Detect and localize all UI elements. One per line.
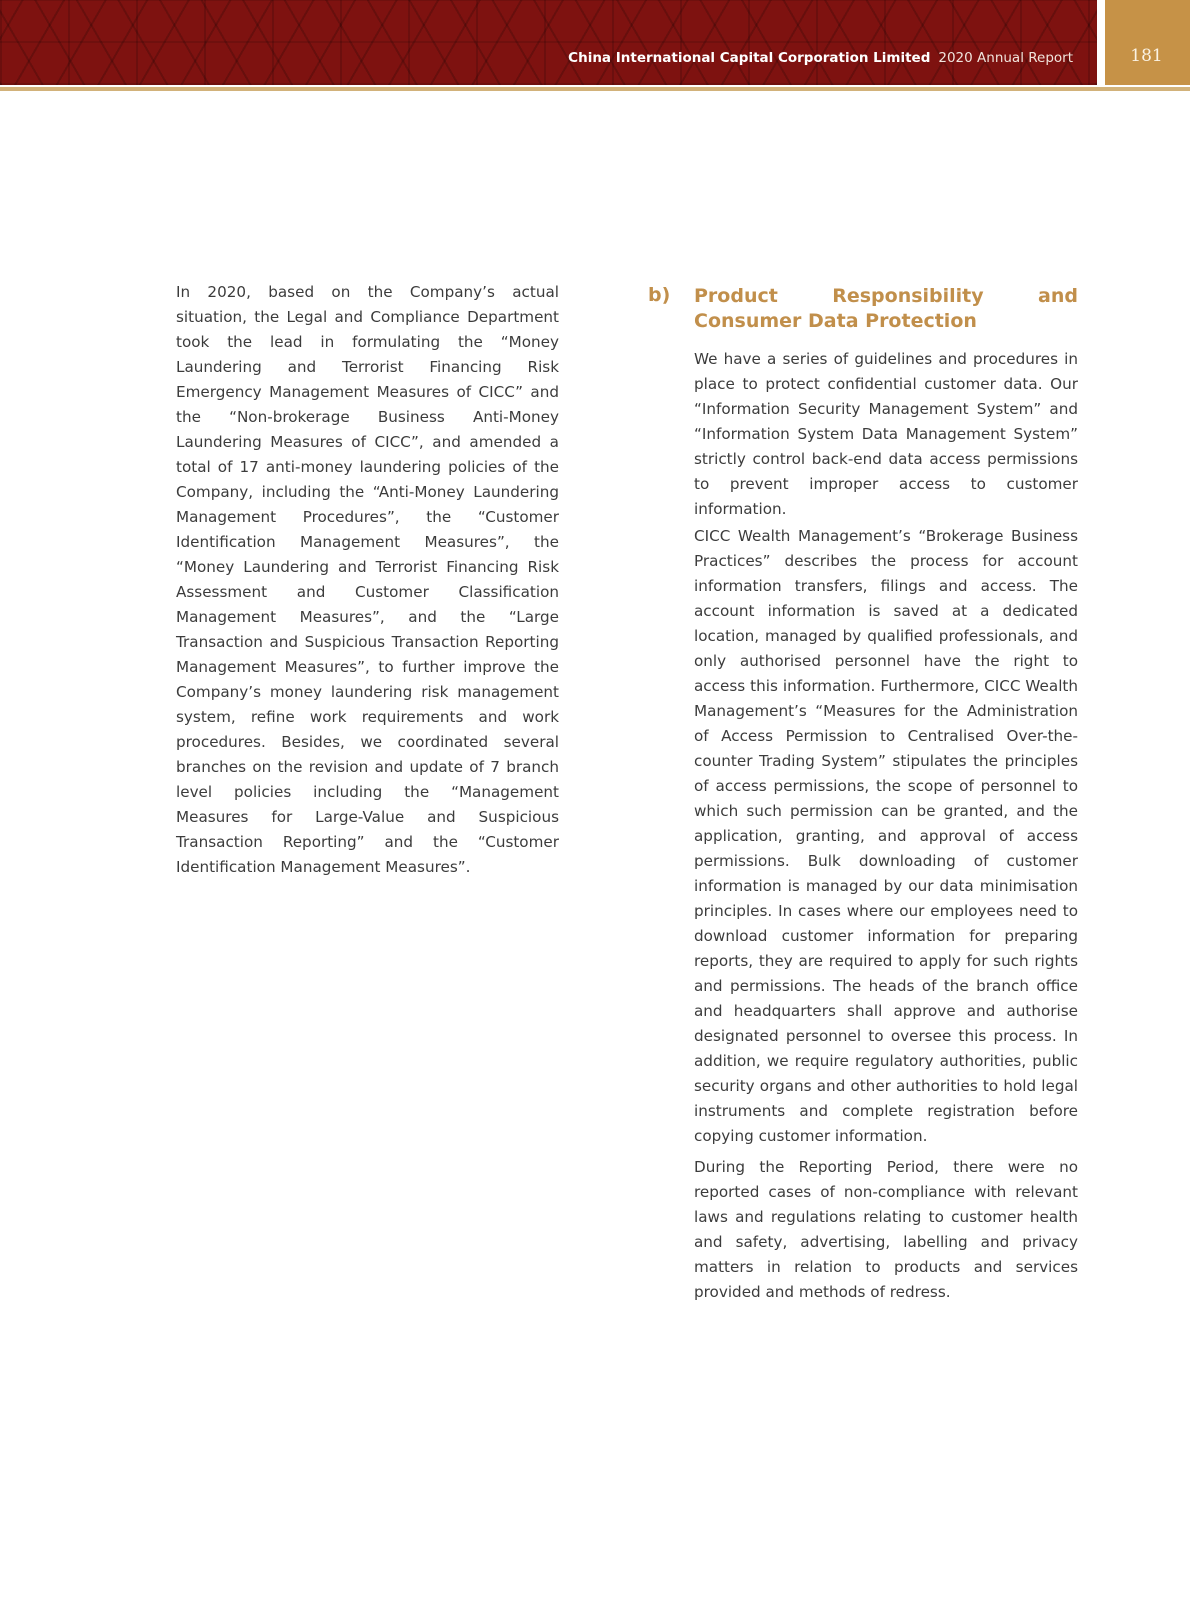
section-title: Product Responsibility and Consumer Data Protection [694, 285, 1078, 332]
section-b-paragraph-1: We have a series of guidelines and procedures in place to protect confidential customer data. Our “Information Security Management System” and “Information System Data Management System” strictly control back-end data access permissions to prevent improper access to customer information. [694, 350, 1078, 518]
left-column-paragraph: In 2020, based on the Company’s actual situation, the Legal and Compliance Department took the lead in formulating the “Money Laundering and Terrorist Financing Risk Emergency Management Measures of CICC” and the “Non-brokerage Business Anti-Money Laundering Measures of CICC”, and amended a total of 17 anti-money laundering policies of the Company, including the “Anti-Money Laundering Management Procedures”, the “Customer Identification Management Measures”, the “Money Laundering and Terrorist Financing Risk Assessment and Customer Classification Management Measures”, and the “Large Transaction and Suspicious Transaction Reporting Management Measures”, to further improve the Company’s money laundering risk management system, refine work requirements and work procedures. Besides, we coordinated several branches on the revision and update of 7 branch level policies including the “Management Measures for Large-Value and Suspicious Transaction Reporting” and the “Customer Identification Management Measures”. [176, 283, 559, 876]
running-header [568, 50, 1073, 66]
report-title: 2020 Annual Report [938, 50, 1073, 66]
section-b-paragraph-2: CICC Wealth Management’s “Brokerage Business Practices” describes the process for account information transfers, filings and access. The account information is saved at a dedicated location, managed by qualified professionals, and only authorised personnel have the right to access this information. Furthermore, CICC Wealth Management’s “Measures for the Administration of Access Permission to Centralised Over-the-counter Trading System” stipulates the principles of access permissions, the scope of personnel to which such permission can be granted, and the application, granting, and approval of access permissions. Bulk downloading of customer information is managed by our data minimisation principles. In cases where our employees need to download customer information for preparing reports, they are required to apply for such rights and permissions. The heads of the branch office and headquarters shall approve and authorise designated personnel to oversee this process. In addition, we require regulatory authorities, public security organs and other authorities to hold legal instruments and complete registration before copying customer information. [694, 527, 1078, 1145]
section-letter: b) [648, 284, 671, 306]
page-number-box [1103, 0, 1190, 85]
company-name: China International Capital Corporation Limited [568, 50, 931, 66]
section-b-paragraph-3: During the Reporting Period, there were no reported cases of non-compliance with relevant laws and regulations relating to customer health and safety, advertising, labelling and privacy matters in relation to products and services provided and methods of redress. [694, 1158, 1078, 1301]
page-number: 181 [1130, 46, 1163, 66]
header-gold-rule [0, 87, 1190, 91]
header-pattern-band [0, 0, 1097, 85]
